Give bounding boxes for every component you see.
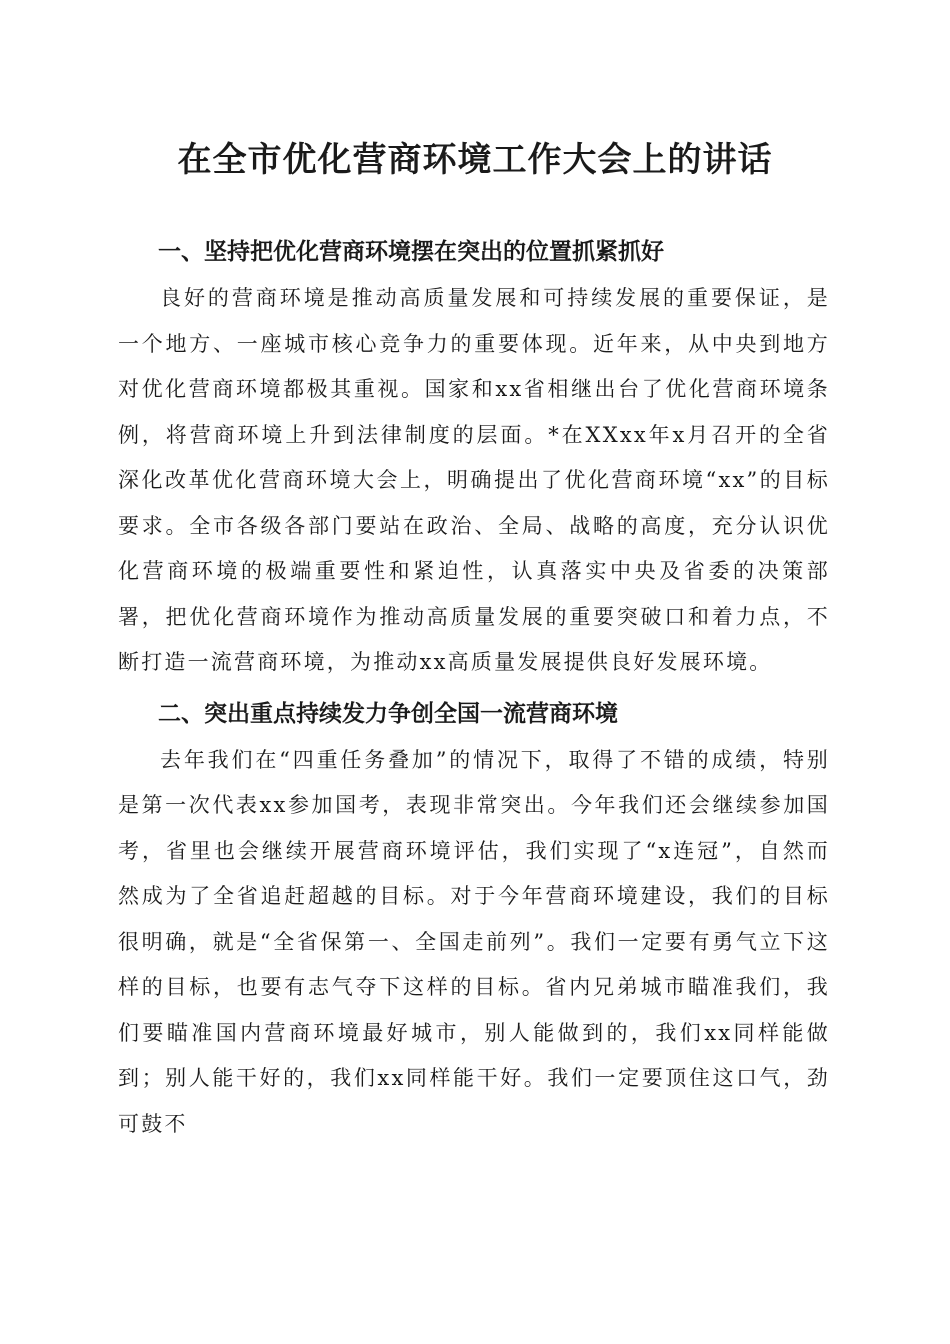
section-1: [118, 230, 830, 686]
document-body: [118, 230, 830, 1147]
section-heading: 一、坚持把优化营商环境摆在突出的位置抓紧抓好: [158, 239, 664, 265]
section-2: [118, 692, 830, 1148]
section-paragraph: 良好的营商环境是推动高质量发展和可持续发展的重要保证，是一个地方、一座城市核心竞争力的重要体现。近年来，从中央到地方对优化营商环境都极其重视。国家和xx省相继出台了优化营商环境条例，将营商环境上升到法律制度的层面。*在XXxx年x月召开的全省深化改革优化营商环境大会上，明确提出了优化营商环境“xx”的目标要求。全市各级各部门要站在政治、全局、战略的高度，充分认识优化营商环境的极端重要性和紧迫性，认真落实中央及省委的决策部署，把优化营商环境作为推动高质量发展的重要突破口和着力点，不断打造一流营商环境，为推动xx高质量发展提供良好发展环境。: [118, 286, 830, 674]
section-heading: 二、突出重点持续发力争创全国一流营商环境: [158, 700, 618, 727]
document-title: 在全市优化营商环境工作大会上的讲话: [177, 140, 773, 180]
section-paragraph: 去年我们在“四重任务叠加”的情况下，取得了不错的成绩，特别是第一次代表xx参加国考，表现非常突出。今年我们还会继续参加国考，省里也会继续开展营商环境评估，我们实现了“x连冠”，自然而然成为了全省追赶超越的目标。对于今年营商环境建设，我们的目标很明确，就是“全省保第一、全国走前列”。我们一定要有勇气立下这样的目标，也要有志气夺下这样的目标。省内兄弟城市瞄准我们，我们要瞄准国内营商环境最好城市，别人能做到的，我们xx同样能做到；别人能干好的，我们xx同样能干好。我们一定要顶住这口气，劲可鼓不: [118, 747, 830, 1136]
